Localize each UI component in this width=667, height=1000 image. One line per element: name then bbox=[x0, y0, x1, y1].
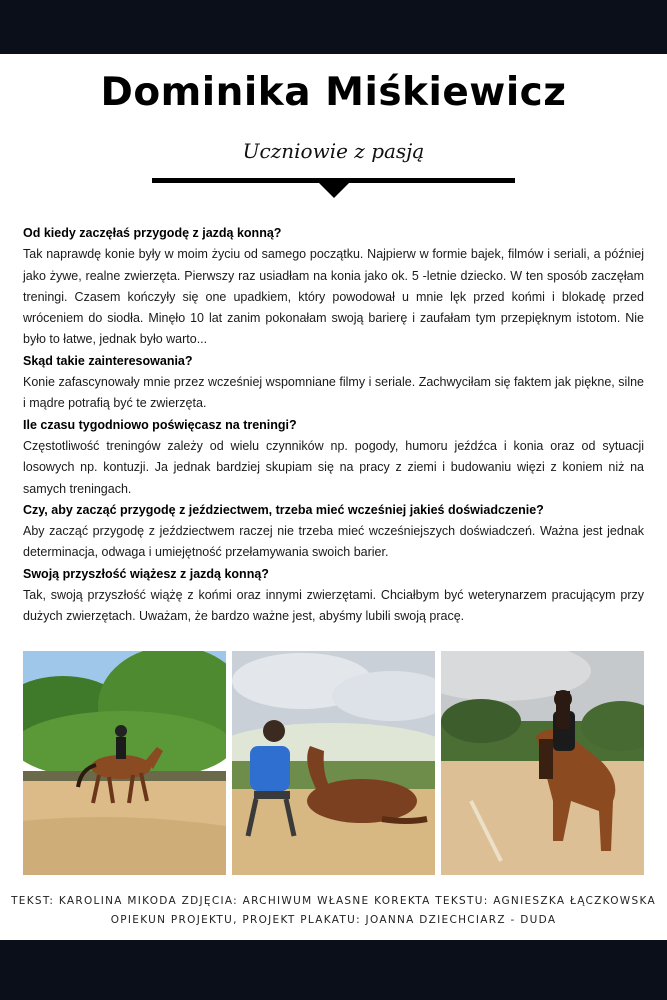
credits-line-1: TEKST: KAROLINA MIKODA ZDJĘCIA: ARCHIWUM WŁASNE KOREKTA TEKSTU: AGNIESZKA ŁĄCZKOWSKA bbox=[11, 895, 656, 907]
answer-1: Tak naprawdę konie były w moim życiu od samego początku. Najpierw w formie bajek, filmów i seriali, a później jako żywe, realne zwierzęta. Pierwszy raz usiadłam na konia jako ok. 5 -letnie dziecko. W ten sposób zaczęłam treningi. Czasem kończyły się one upadkiem, który powodował u mnie lęk przed końmi i blokadę przed wróceniem do siodła. Minęło 10 lat zanim pokonałam swoją barierę i zaufałam tym przepięknym istotom. Nie było to łatwe, jednak było warto... bbox=[23, 247, 644, 347]
photo-rider-back bbox=[441, 651, 644, 875]
question-2: Skąd takie zainteresowania? bbox=[23, 353, 193, 368]
bottom-bar bbox=[0, 940, 667, 1000]
question-5: Swoją przyszłość wiążesz z jazdą konną? bbox=[23, 566, 269, 581]
answer-2: Konie zafascynowały mnie przez wcześniej wspomniane filmy i seriale. Zachwyciłam się faktem jak piękne, silne i mądre potrafią być te zwierzęta. bbox=[23, 375, 644, 411]
question-4: Czy, aby zacząć przygodę z jeździectwem, trzeba mieć wcześniej jakieś doświadczenie? bbox=[23, 502, 544, 517]
top-bar bbox=[0, 0, 667, 54]
answer-4: Aby zacząć przygodę z jeździectwem raczej nie trzeba mieć wcześniejszych doświadczeń. Ważna jest jednak determinacja, odwaga i umiejętność przełamywania swoich barier. bbox=[23, 524, 644, 560]
photo-riding bbox=[23, 651, 226, 875]
interview-content bbox=[23, 223, 644, 628]
credits-line-2: OPIEKUN PROJEKTU, PROJEKT PLAKATU: JOANNA DZIECHCIARZ - DUDA bbox=[110, 914, 557, 926]
answer-5: Tak, swoją przyszłość wiążę z końmi oraz innymi zwierzętami. Chciałbym być weterynarzem pracującym przy dużych zwierzętach. Uważam, że bardzo ważne jest, abyśmy lubili swoją pracę. bbox=[23, 588, 644, 624]
divider-arrow-icon bbox=[318, 182, 350, 198]
photo-ground-work bbox=[232, 651, 435, 875]
page-title: Dominika Miśkiewicz bbox=[100, 70, 567, 115]
answer-3: Częstotliwość treningów zależy od wielu czynników np. pogody, humoru jeźdźca i konia oraz od sytuacji losowych np. kontuzji. Ja jednak bardziej skupiam się na pracy z ziemi i budowaniu więzi z koniem niż na samych treningach. bbox=[23, 438, 644, 496]
question-3: Ile czasu tygodniowo poświęcasz na treningi? bbox=[23, 417, 297, 432]
page-subtitle: Uczniowie z pasją bbox=[242, 139, 425, 163]
question-1: Od kiedy zaczęłaś przygodę z jazdą konną? bbox=[23, 226, 282, 240]
